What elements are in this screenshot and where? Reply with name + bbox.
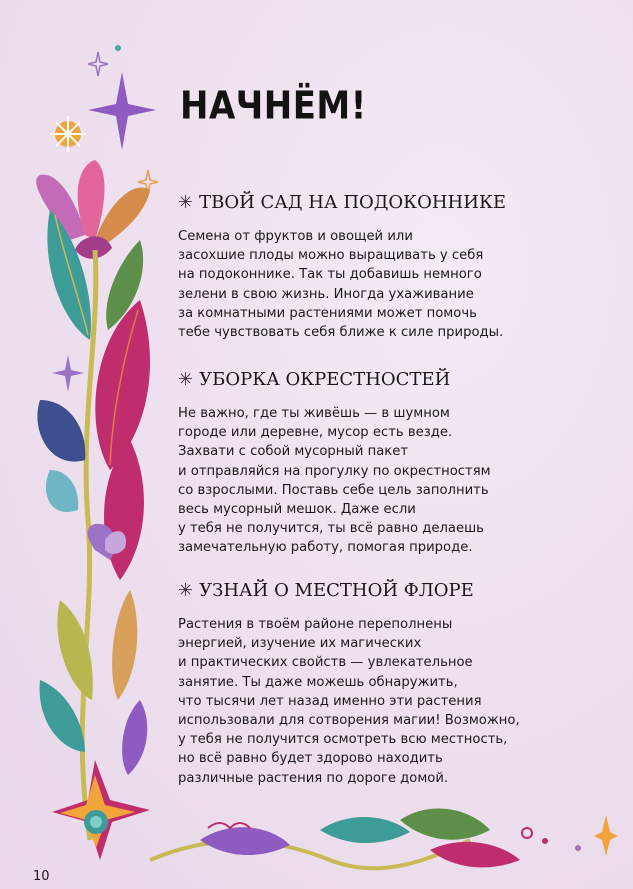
text-line: использовали для сотворения магии! Возможно,: [178, 713, 520, 729]
sparkle-star-icon: [594, 815, 618, 856]
text-line: занятие. Ты даже можешь обнаружить,: [178, 674, 458, 690]
asterisk-icon: ✳: [178, 580, 194, 601]
text-line: у тебя не получится осмотреть всю местность,: [178, 732, 508, 748]
page-title: НАЧНЁМ!: [180, 84, 367, 129]
text-line: Не важно, где ты живёшь — в шумном: [178, 406, 450, 421]
page-number: 10: [33, 869, 50, 884]
leaf-icon: [37, 400, 85, 462]
section-heading: [178, 369, 558, 390]
bird-icon: [208, 823, 250, 828]
section-body: [178, 615, 558, 788]
leaf-icon: [40, 590, 148, 775]
text-line: у тебя не получится, ты всё равно делаешь: [178, 521, 484, 537]
text-line: тебе чувствовать себя ближе к силе природы.: [178, 325, 504, 341]
text-line: Захвати с собой мусорный пакет: [178, 444, 409, 460]
text-line: за комнатными растениями может помочь: [178, 305, 477, 321]
section-heading: [178, 192, 558, 213]
text-line: замечательную работу, помогая природе.: [178, 540, 473, 556]
text-line: засохшие плоды можно выращивать у себя: [178, 248, 484, 264]
text-line: что тысячи лет назад именно эти растения: [178, 693, 482, 709]
text-line: со взрослыми. Поставь себе цель заполнить: [178, 482, 489, 498]
text-line: и отправляйся на прогулку по окрестностям: [178, 463, 491, 479]
text-line: и практических свойств — увлекательное: [178, 655, 473, 671]
leaf-icon: [200, 809, 520, 868]
text-line: энергией, изучение их магических: [178, 636, 422, 652]
dot-decoration: [522, 828, 532, 838]
section-windowsill-garden: [178, 192, 558, 342]
sparkle-star-icon: [88, 52, 108, 76]
dot-decoration: [575, 845, 581, 851]
sparkle-star-icon: [88, 72, 156, 150]
text-line: весь мусорный мешок. Даже если: [178, 502, 416, 518]
text-line: но всё равно будет здорово находить: [178, 751, 443, 767]
sun-icon: [50, 116, 86, 152]
section-neighborhood-cleanup: [178, 369, 558, 558]
asterisk-icon: ✳: [178, 192, 194, 213]
section-heading-text: УЗНАЙ О МЕСТНОЙ ФЛОРЕ: [199, 580, 474, 601]
asterisk-icon: ✳: [178, 369, 194, 390]
text-line: на подоконнике. Так ты добавишь немного: [178, 267, 482, 283]
text-line: Семена от фруктов и овощей или: [178, 229, 413, 244]
section-body: [178, 404, 558, 558]
leaf-icon: [95, 300, 150, 470]
flower-icon: [52, 760, 150, 860]
dot-decoration: [115, 45, 121, 51]
text-line: Растения в твоём районе переполнены: [178, 617, 453, 632]
section-heading-text: ТВОЙ САД НА ПОДОКОННИКЕ: [199, 192, 507, 213]
text-line: городе или деревне, мусор есть везде.: [178, 425, 453, 441]
section-local-flora: [178, 580, 558, 788]
section-heading: [178, 580, 558, 601]
text-line: различные растения по дороге домой.: [178, 770, 449, 786]
section-heading-text: УБОРКА ОКРЕСТНОСТЕЙ: [199, 369, 451, 390]
sparkle-star-icon: [52, 355, 84, 392]
leaf-icon: [46, 470, 78, 512]
dot-decoration: [542, 838, 548, 844]
section-body: [178, 227, 558, 342]
text-line: зелени в свою жизнь. Иногда ухаживание: [178, 286, 474, 302]
